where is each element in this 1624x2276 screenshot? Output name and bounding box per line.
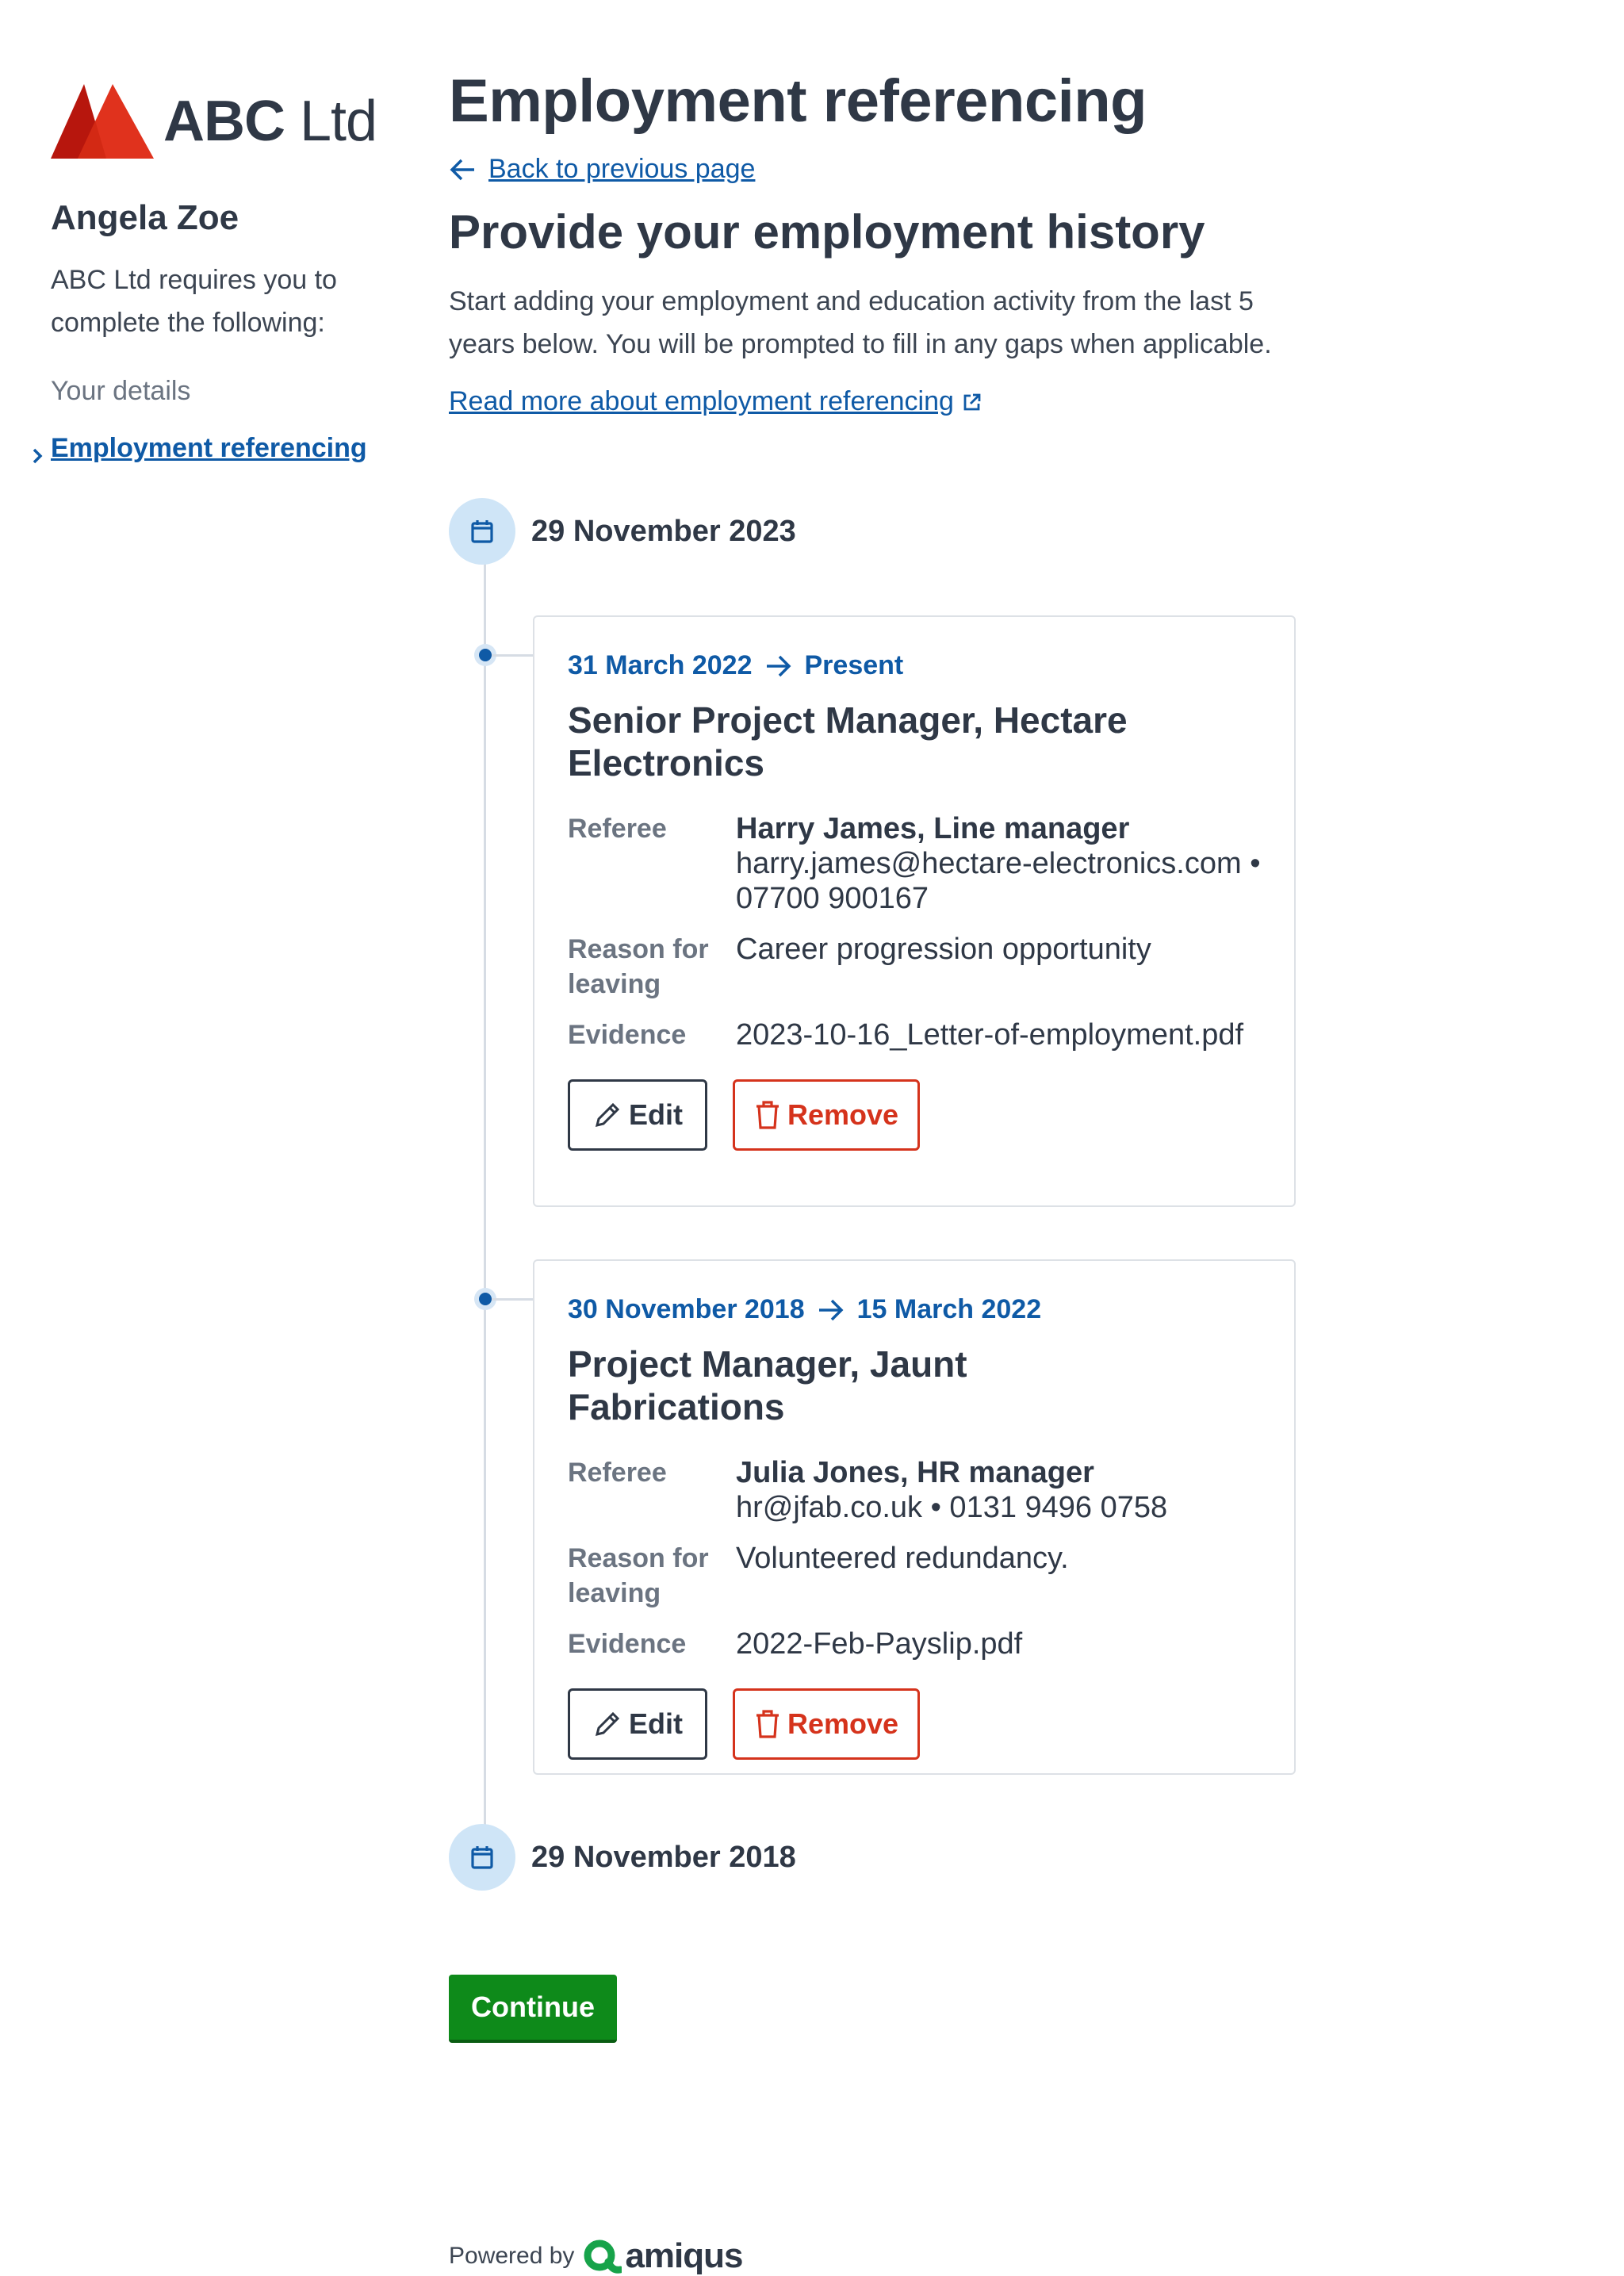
card-actions [568, 1688, 1262, 1760]
reason-value: Career progression opportunity [736, 933, 1151, 966]
referee-value [736, 1455, 1262, 1525]
trash-icon [754, 1708, 781, 1740]
referee-contact: harry.james@hectare-electronics.com • 07700 900167 [736, 847, 1261, 915]
arrow-right-icon [765, 654, 792, 678]
arrow-left-icon [449, 158, 476, 182]
timeline-date: 29 November 2023 [531, 514, 796, 548]
edit-button[interactable] [568, 1079, 707, 1151]
arrow-right-icon [818, 1298, 845, 1322]
back-link-label: Back to previous page [488, 154, 756, 184]
sidebar-item-label: Your details [51, 376, 191, 406]
amiqus-logo-mark-icon [582, 2238, 622, 2274]
employment-card [533, 615, 1296, 1207]
amiqus-logo [582, 2236, 742, 2276]
abc-logo-mark-icon [51, 84, 154, 159]
employment-details [568, 811, 1262, 1052]
timeline-circle [449, 1824, 515, 1891]
referee-label: Referee [568, 1458, 667, 1488]
employment-card [533, 1259, 1296, 1775]
read-more-label: Read more about employment referencing [449, 386, 954, 416]
end-date: 15 March 2022 [856, 1294, 1042, 1324]
page-title: Employment referencing [449, 67, 1147, 135]
pencil-icon [592, 1709, 622, 1739]
timeline-start [449, 498, 796, 565]
sidebar-nav [32, 370, 367, 464]
sidebar-intro: ABC Ltd requires you to complete the following: [51, 265, 337, 338]
timeline-circle [449, 498, 515, 565]
employment-dates [568, 1294, 1262, 1325]
start-date: 30 November 2018 [568, 1294, 805, 1324]
footer [449, 2236, 742, 2276]
sidebar-item-employment-referencing[interactable] [32, 433, 367, 464]
powered-by-label: Powered by [449, 2243, 575, 2269]
user-name: Angela Zoe [51, 198, 239, 237]
timeline-branch [492, 1298, 533, 1301]
continue-button[interactable]: Continue [449, 1975, 617, 2043]
edit-button[interactable] [568, 1688, 707, 1760]
timeline-line [484, 560, 486, 1830]
remove-label: Remove [787, 1098, 899, 1131]
read-more-link[interactable] [449, 386, 982, 417]
evidence-label: Evidence [568, 1020, 687, 1050]
sidebar-item-label[interactable]: Employment referencing [51, 433, 367, 463]
section-title: Provide your employment history [449, 205, 1205, 259]
edit-label: Edit [629, 1098, 683, 1131]
evidence-value: 2023-10-16_Letter-of-employment.pdf [736, 1018, 1244, 1052]
reason-value: Volunteered redundancy. [736, 1542, 1069, 1575]
remove-label: Remove [787, 1707, 899, 1740]
referee-contact: hr@jfab.co.uk • 0131 9496 0758 [736, 1491, 1168, 1524]
logo-text: ABC Ltd [163, 90, 377, 153]
timeline-dot [479, 1293, 492, 1305]
reason-label: Reason for leaving [568, 934, 709, 999]
back-link[interactable] [449, 154, 755, 185]
reason-label: Reason for leaving [568, 1543, 709, 1608]
calendar-icon [470, 519, 494, 544]
evidence-label: Evidence [568, 1629, 687, 1659]
timeline-branch [492, 654, 533, 657]
remove-button[interactable] [733, 1688, 920, 1760]
lead-text: Start adding your employment and education activity from the last 5 years below. You will be prompted to fill in any gaps when applicable. [449, 286, 1272, 359]
edit-label: Edit [629, 1707, 683, 1740]
referee-name: Harry James, Line manager [736, 812, 1130, 845]
chevron-right-icon [32, 447, 43, 465]
job-title: Project Manager, Jaunt Fabrications [568, 1343, 967, 1427]
evidence-value: 2022-Feb-Payslip.pdf [736, 1627, 1023, 1661]
company-logo [51, 84, 377, 159]
amiqus-wordmark: amiqus [625, 2236, 743, 2275]
sidebar-item-your-details [32, 370, 367, 433]
card-actions [568, 1079, 1262, 1151]
pencil-icon [592, 1100, 622, 1130]
main-content [449, 63, 1289, 417]
referee-label: Referee [568, 814, 667, 844]
employment-details [568, 1455, 1262, 1661]
timeline-date: 29 November 2018 [531, 1840, 796, 1874]
remove-button[interactable] [733, 1079, 920, 1151]
timeline-end [449, 1824, 796, 1891]
end-date: Present [804, 650, 904, 680]
calendar-icon [470, 1845, 494, 1870]
referee-value [736, 811, 1262, 916]
external-link-icon [962, 392, 982, 412]
referee-name: Julia Jones, HR manager [736, 1456, 1094, 1489]
timeline-dot [479, 649, 492, 661]
employment-dates [568, 650, 1262, 681]
start-date: 31 March 2022 [568, 650, 753, 680]
trash-icon [754, 1099, 781, 1131]
job-title: Senior Project Manager, Hectare Electronics [568, 699, 1128, 784]
